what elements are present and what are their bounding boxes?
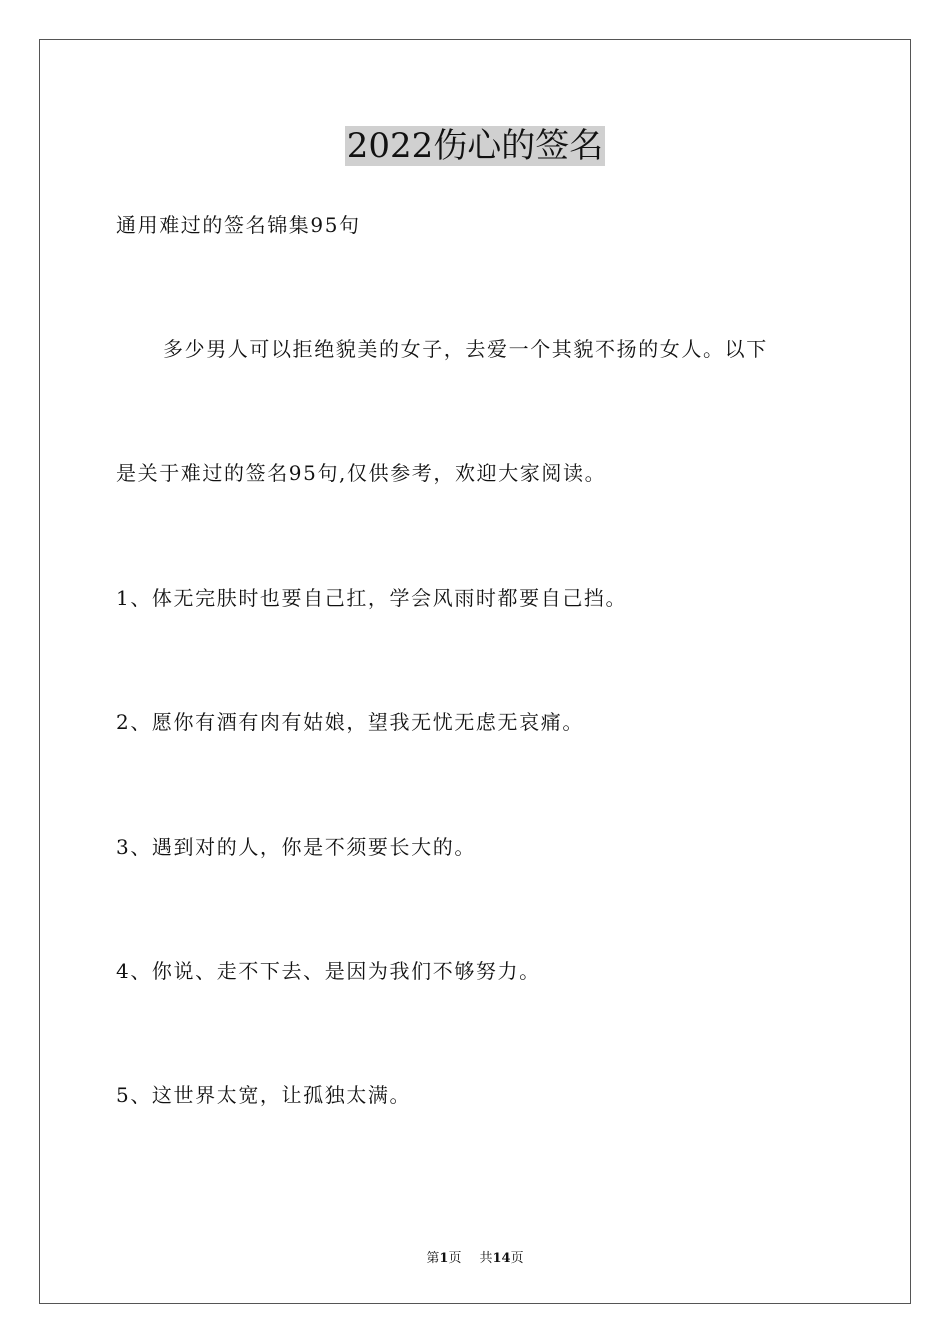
total-pages: 14 <box>492 1251 511 1266</box>
list-item: 4、你说、走不下去、是因为我们不够努力。 <box>116 959 541 983</box>
page-prefix: 第 <box>426 1251 440 1266</box>
page-number: 1 <box>439 1251 449 1266</box>
total-prefix: 共 <box>479 1251 493 1266</box>
intro-line-2: 是关于难过的签名95句,仅供参考，欢迎大家阅读。 <box>116 461 607 485</box>
title-container <box>0 126 950 166</box>
list-item: 5、这世界太宽，让孤独太满。 <box>116 1083 412 1107</box>
page-suffix: 页 <box>448 1251 462 1266</box>
intro-line-1: 多少男人可以拒绝貌美的女子，去爱一个其貌不扬的女人。以下 <box>163 337 768 361</box>
list-item: 3、遇到对的人，你是不须要长大的。 <box>116 835 476 859</box>
list-item: 2、愿你有酒有肉有姑娘，望我无忧无虑无哀痛。 <box>116 710 584 734</box>
subtitle: 通用难过的签名锦集95句 <box>116 213 361 237</box>
list-item: 1、体无完肤时也要自己扛，学会风雨时都要自己挡。 <box>116 586 628 610</box>
total-suffix: 页 <box>510 1251 524 1266</box>
document-title: 2022伤心的签名 <box>346 126 604 166</box>
page-footer <box>0 1250 950 1268</box>
